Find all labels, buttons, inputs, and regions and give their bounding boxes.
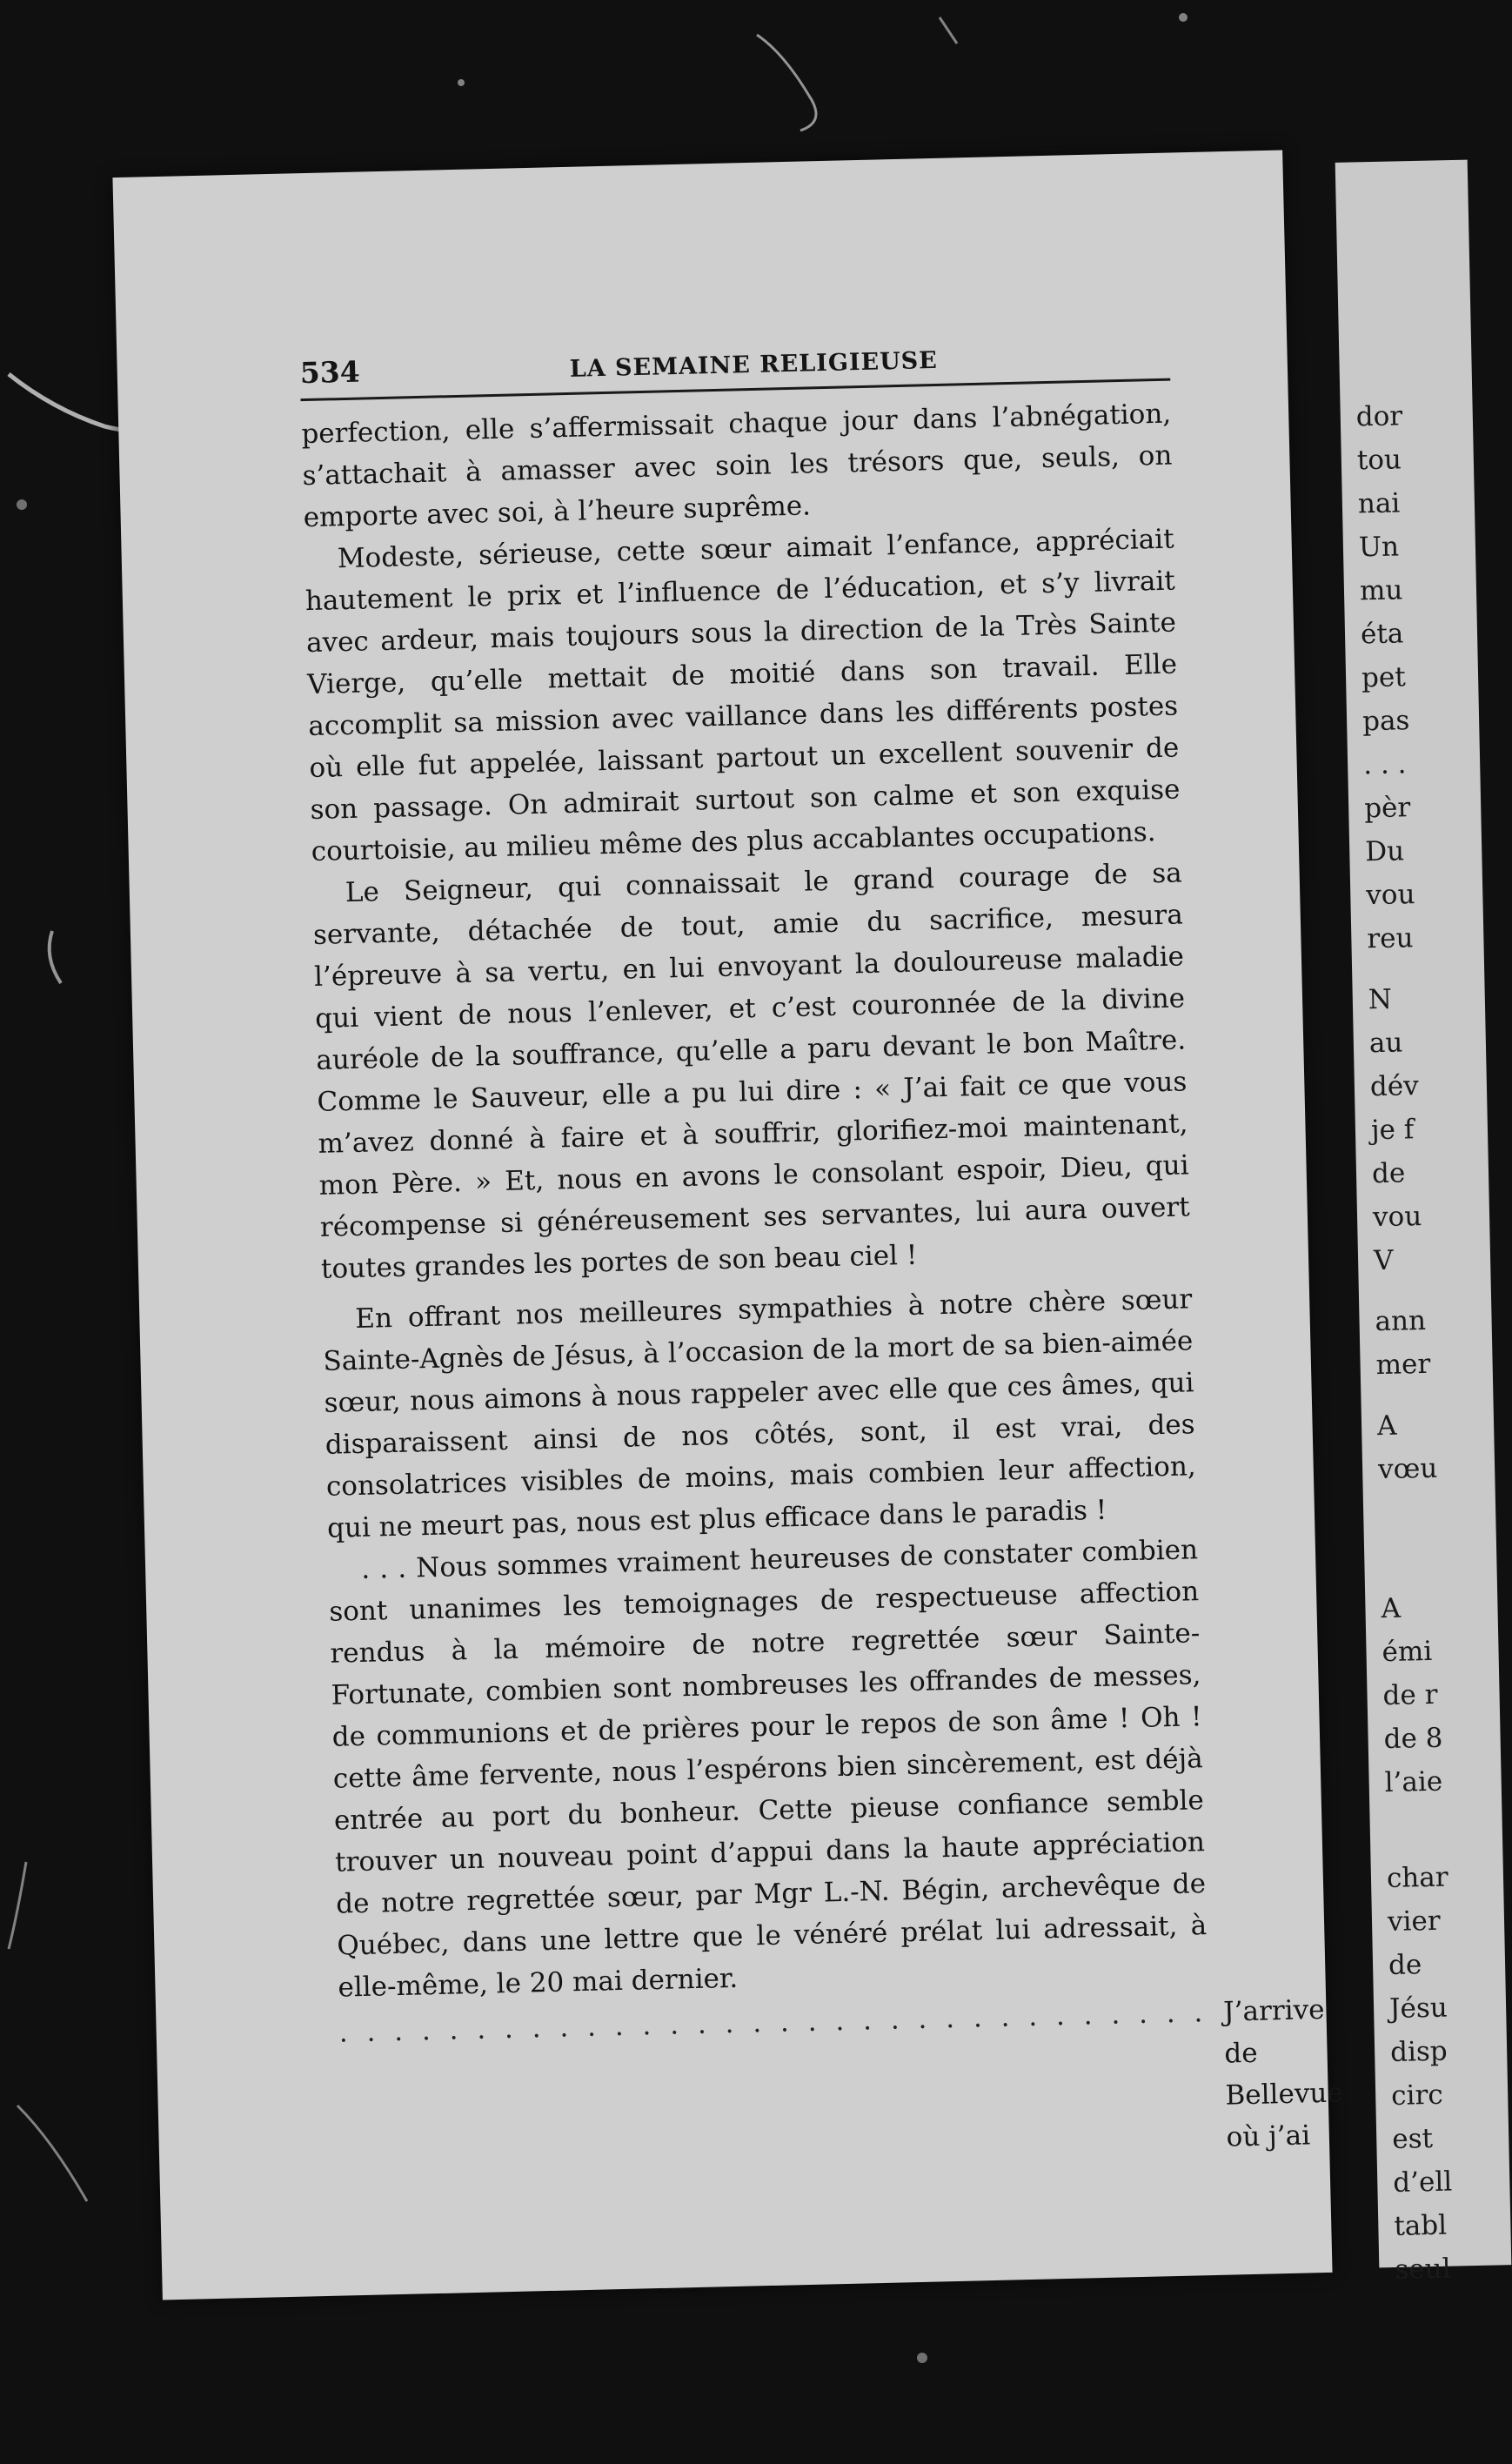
adjacent-page-fragment: vou <box>1372 1201 1422 1234</box>
adjacent-page-fragment: dév <box>1369 1070 1420 1103</box>
adjacent-page-fragment: vier <box>1387 1905 1441 1938</box>
adjacent-page-fragment: dor <box>1355 400 1403 433</box>
adjacent-page-fragment: seul <box>1395 2253 1451 2286</box>
adjacent-page-fragment: A <box>1376 1409 1397 1443</box>
adjacent-page-edge <box>1335 160 1512 2286</box>
adjacent-page-fragment: pas <box>1361 705 1410 738</box>
adjacent-page-fragment: . . . <box>1362 748 1407 781</box>
adjacent-page-fragment: char <box>1386 1861 1448 1895</box>
page-header <box>299 336 1170 402</box>
continuation-line <box>338 1992 1344 2179</box>
adjacent-page-fragment: mer <box>1375 1348 1431 1382</box>
leader-dots: . . . . . . . . . . . . . . . . . . . . . . . . . . . . . . . . <box>338 1997 1208 2049</box>
adjacent-page-fragment: Jésu <box>1388 1992 1448 2025</box>
adjacent-page-fragment: de 8 <box>1383 1722 1443 1756</box>
paragraph: perfection, elle s’affermissait chaque jour dans l’abnégation, s’attachait à amasser avec soin les trésors que, seuls, on emporte avec soi, à l’heure suprême. <box>301 398 1173 534</box>
adjacent-page-fragment: de <box>1371 1157 1406 1190</box>
book-page <box>112 150 1344 2300</box>
adjacent-page-fragment: disp <box>1389 2035 1448 2068</box>
adjacent-page-fragment: vou <box>1365 879 1415 912</box>
adjacent-page-fragment: est <box>1391 2123 1434 2155</box>
adjacent-page-fragment: vœu <box>1377 1452 1438 1486</box>
body-text <box>301 393 1208 2009</box>
adjacent-page-fragment: ann <box>1375 1304 1427 1338</box>
adjacent-page-fragment: tabl <box>1393 2209 1448 2242</box>
page-content <box>299 336 1344 2179</box>
running-title: LA SEMAINE RELIGIEUSE <box>569 346 939 383</box>
adjacent-page-fragment: au <box>1368 1027 1403 1060</box>
adjacent-page-fragment: pet <box>1361 661 1407 694</box>
adjacent-page-fragment: l’aie <box>1384 1765 1443 1799</box>
adjacent-page-fragment: d’ell <box>1392 2166 1453 2199</box>
adjacent-page-fragment: V <box>1373 1244 1394 1277</box>
adjacent-page-fragment: Un <box>1358 531 1400 564</box>
paragraph: . . . Nous sommes vraiment heureuses de constater combien sont unanimes les temoignages de respectueuse affection rendus à la mémoire de notre regrettée sœur Sainte-Fortunate, combien sont nombreuses les offrandes de messes, de communions et de prières pour le repos de son âme ! Oh ! cette âme fervente, nous l’espérons bien sincèrement, est déjà entrée au port du bonheur. Cette pieuse confiance semble trouver un nouveau point d’appui dans la haute appréciation de notre regrettée sœur, par Mgr L.-N. Bégin, archevêque de Québec, dans une lettre que le vénéré prélat lui adressait, à elle-même, le 20 mai dernier. <box>328 1534 1208 2004</box>
paragraph: Modeste, sérieuse, cette sœur aimait l’enfance, appréciait hautement le prix et l’influence de l’éducation, et s’y livrait avec ardeur, mais toujours sous la direction de la Très Sainte Vierge, qu’elle mettait de moitié dans son travail. Elle accomplit sa mission avec vaillance dans les différents postes où elle fut appelée, laissant partout un excellent souvenir de son passage. On admirait surtout son calme et son exquise courtoisie, au milieu même des plus accablantes occupations. <box>304 523 1181 868</box>
adjacent-page-fragment: A <box>1381 1592 1402 1625</box>
page-number: 534 <box>299 354 361 391</box>
paragraph: En offrant nos meilleures sympathies à notre chère sœur Sainte-Agnès de Jésus, à l’occasion de la mort de sa bien-aimée sœur, nous aimons à nous rappeler avec elle que ces âmes, qui disparaissent ainsi de nos côtés, sont, il est vrai, des consolatrices visibles de moins, mais combien leur affection, qui ne meurt pas, nous est plus efficace dans le paradis ! <box>323 1283 1197 1544</box>
adjacent-page-fragment: tou <box>1356 444 1402 477</box>
adjacent-page-fragment: de <box>1388 1949 1422 1982</box>
adjacent-page-fragment: N <box>1368 983 1393 1016</box>
adjacent-page-fragment: je f <box>1370 1114 1415 1147</box>
adjacent-page-fragment: reu <box>1366 922 1414 955</box>
adjacent-page-fragment: de r <box>1382 1678 1438 1712</box>
adjacent-page-fragment: nai <box>1357 487 1401 520</box>
adjacent-page-fragment: éta <box>1360 618 1404 651</box>
continuation-text: J’arrive de Bellevue où j’ai <box>1222 1993 1344 2153</box>
adjacent-page-fragment: circ <box>1390 2079 1444 2112</box>
adjacent-page-fragment: Du <box>1364 835 1405 868</box>
adjacent-page-fragment: mu <box>1359 574 1403 607</box>
adjacent-page-fragment: pèr <box>1363 792 1411 825</box>
paragraph: Le Seigneur, qui connaissait le grand courage de sa servante, détachée de tout, amie du sacrifice, mesura l’épreuve à sa vertu, en lui envoyant la douloureuse maladie qui vient de nous l’enlever, et c’est couronnée de la divine auréole de la souffrance, qu’elle a paru devant le bon Maître. Comme le Sauveur, elle a pu lui dire : « J’ai fait ce que vous m’avez donné à faire et à souffrir, glorifiez-moi maintenant, mon Père. » Et, nous en avons le consolant espoir, Dieu, qui récompense si généreusement ses servantes, lui aura ouvert toutes grandes les portes de son beau ciel ! <box>312 857 1191 1285</box>
adjacent-page-fragment: émi <box>1382 1635 1433 1669</box>
